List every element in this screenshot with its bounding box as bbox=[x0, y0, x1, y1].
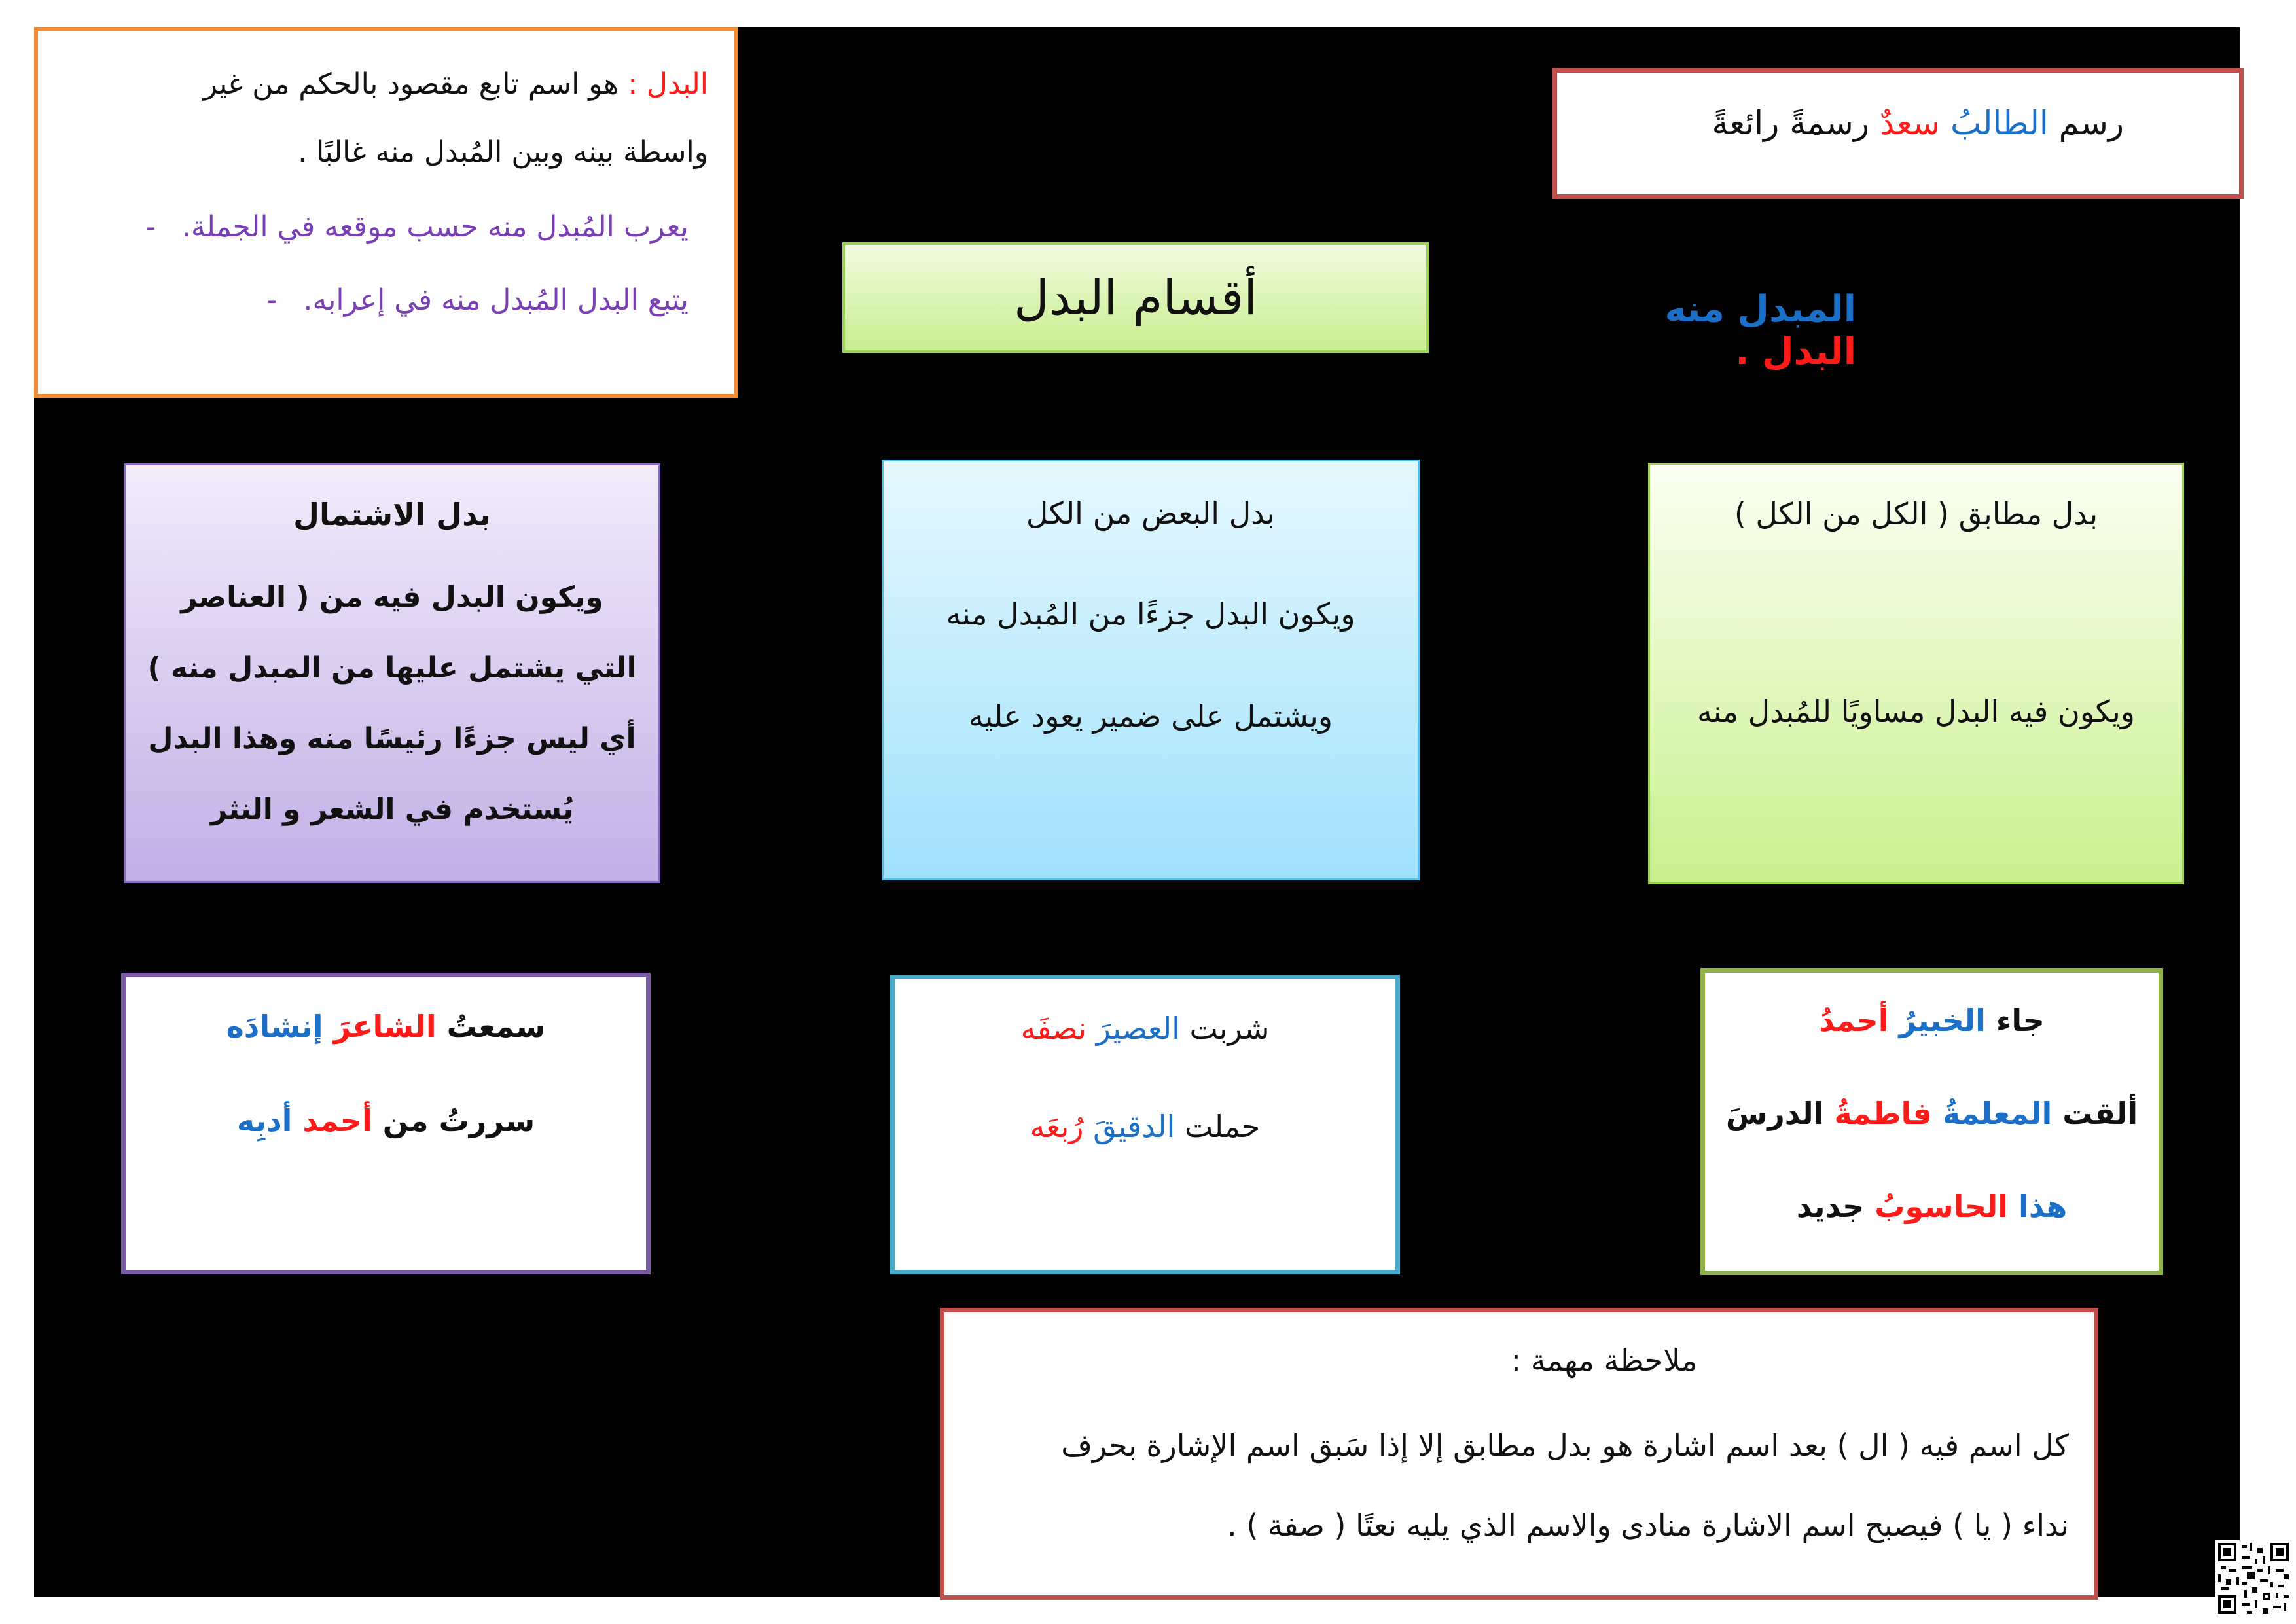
example-space bbox=[323, 1009, 333, 1044]
example-word-mubdal: الطالبُ bbox=[1950, 104, 2049, 142]
example-text: الدرسَ bbox=[1725, 1096, 1835, 1131]
example-badal: فاطمةُ bbox=[1834, 1096, 1932, 1131]
bullet-2-text: يتبع البدل المُبدل منه في إعرابه. bbox=[303, 283, 689, 317]
example-text: جاء bbox=[1985, 1003, 2045, 1038]
bullet-1-dash: - bbox=[145, 210, 156, 244]
example-mubdal: أحمد bbox=[302, 1103, 372, 1138]
bullet-1-text: يعرب المُبدل منه حسب موقعه في الجملة. bbox=[181, 210, 689, 244]
color-legend bbox=[1549, 288, 1856, 373]
definition-box bbox=[34, 27, 738, 398]
example-mubdal: المعلمةُ bbox=[1942, 1096, 2053, 1131]
example-word-rest: رسمةً رائعةً bbox=[1712, 104, 1869, 142]
type-box-mutabiq bbox=[1648, 463, 2184, 884]
example-text: جديد bbox=[1796, 1189, 1875, 1224]
bullet-2-dash: - bbox=[266, 283, 278, 317]
example-text: سررتُ من bbox=[372, 1103, 535, 1138]
example-row bbox=[908, 1005, 1382, 1051]
example-text: شربت bbox=[1179, 1011, 1270, 1046]
type-body-2: ويشتمل على ضمير يعود عليه bbox=[968, 698, 1333, 734]
note-box bbox=[940, 1308, 2098, 1600]
legend-mubdal: المبدل منه bbox=[1664, 288, 1856, 331]
note-line-1: كل اسم فيه ( ال ) بعد اسم اشارة هو بدل مطابق إلا إذا سَبق اسم الإشارة بحرف bbox=[1061, 1428, 2069, 1463]
example-badal: إنشادَه bbox=[226, 1009, 323, 1044]
definition-bullet-2 bbox=[64, 278, 708, 323]
type-body-1: ويكون البدل جزءًا من المُبدل منه bbox=[946, 596, 1355, 632]
example-sentence-box bbox=[1552, 68, 2244, 199]
qr-code-icon bbox=[2215, 1540, 2291, 1616]
example-space bbox=[292, 1103, 302, 1138]
definition-text-1: هو اسم تابع مقصود بالحكم من غير bbox=[203, 67, 628, 101]
examples-box-ishtimal bbox=[121, 973, 651, 1274]
examples-box-baad bbox=[890, 975, 1400, 1274]
example-mubdal: العصيرَ bbox=[1096, 1011, 1180, 1046]
note-title: ملاحظة مهمة : bbox=[1511, 1343, 1698, 1378]
example-row bbox=[1718, 1183, 2145, 1229]
example-badal: أحمدُ bbox=[1819, 1003, 1889, 1038]
example-badal: الحاسوبُ bbox=[1874, 1189, 2009, 1224]
example-row bbox=[139, 1003, 633, 1049]
definition-bullet-1 bbox=[64, 204, 708, 250]
example-text: سمعتُ bbox=[436, 1009, 546, 1044]
example-badal: رُبعَه bbox=[1030, 1109, 1084, 1144]
title-text: أقسام البدل bbox=[1014, 269, 1257, 326]
definition-term: البدل : bbox=[628, 67, 708, 101]
example-mubdal: هذا bbox=[2008, 1189, 2068, 1224]
example-mubdal: الدقيقَ bbox=[1093, 1109, 1175, 1144]
example-row bbox=[139, 1098, 633, 1144]
example-word-1: رسم bbox=[2058, 104, 2124, 142]
example-mubdal: الشاعرَ bbox=[333, 1009, 437, 1044]
example-mubdal: الخبيرُ bbox=[1899, 1003, 1986, 1038]
example-text: حملت bbox=[1175, 1109, 1261, 1144]
example-row bbox=[1718, 998, 2145, 1043]
type-heading: بدل مطابق ( الكل من الكل ) bbox=[1734, 496, 2098, 532]
example-row bbox=[908, 1104, 1382, 1149]
example-row bbox=[1718, 1091, 2145, 1136]
type-body: ويكون البدل فيه من ( العناصر التي يشتمل عليها من المبدل منه ) أي ليس جزءًا رئيسًا منه وهذا البدل يُستخدم في الشعر و النثر bbox=[147, 581, 637, 826]
example-badal: نصفَه bbox=[1020, 1011, 1087, 1046]
example-space bbox=[1084, 1109, 1094, 1144]
note-line-2: نداء ( يا ) فيصبح اسم الاشارة منادى والاسم الذي يليه نعتًا ( صفة ) . bbox=[1227, 1507, 2069, 1543]
page-title bbox=[842, 242, 1429, 353]
example-space bbox=[1888, 1003, 1899, 1038]
legend-badal: البدل . bbox=[1735, 331, 1856, 373]
example-space bbox=[1932, 1096, 1943, 1131]
type-box-baad bbox=[882, 460, 1420, 880]
example-space bbox=[1086, 1011, 1096, 1046]
example-word-badal: سعدٌ bbox=[1879, 104, 1941, 142]
example-badal: أدبِه bbox=[236, 1103, 293, 1138]
definition-line-2: واسطة بينه وبين المُبدل منه غالبًا . bbox=[298, 135, 708, 169]
type-heading: بدل البعض من الكل bbox=[1026, 496, 1276, 531]
definition-line-1 bbox=[64, 62, 708, 107]
example-text: ألقت bbox=[2052, 1096, 2138, 1131]
examples-box-mutabiq bbox=[1700, 968, 2163, 1275]
type-heading: بدل الاشتمال bbox=[293, 497, 491, 532]
type-body: ويكون فيه البدل مساويًا للمُبدل منه bbox=[1696, 694, 2136, 729]
type-box-ishtimal bbox=[124, 463, 660, 883]
